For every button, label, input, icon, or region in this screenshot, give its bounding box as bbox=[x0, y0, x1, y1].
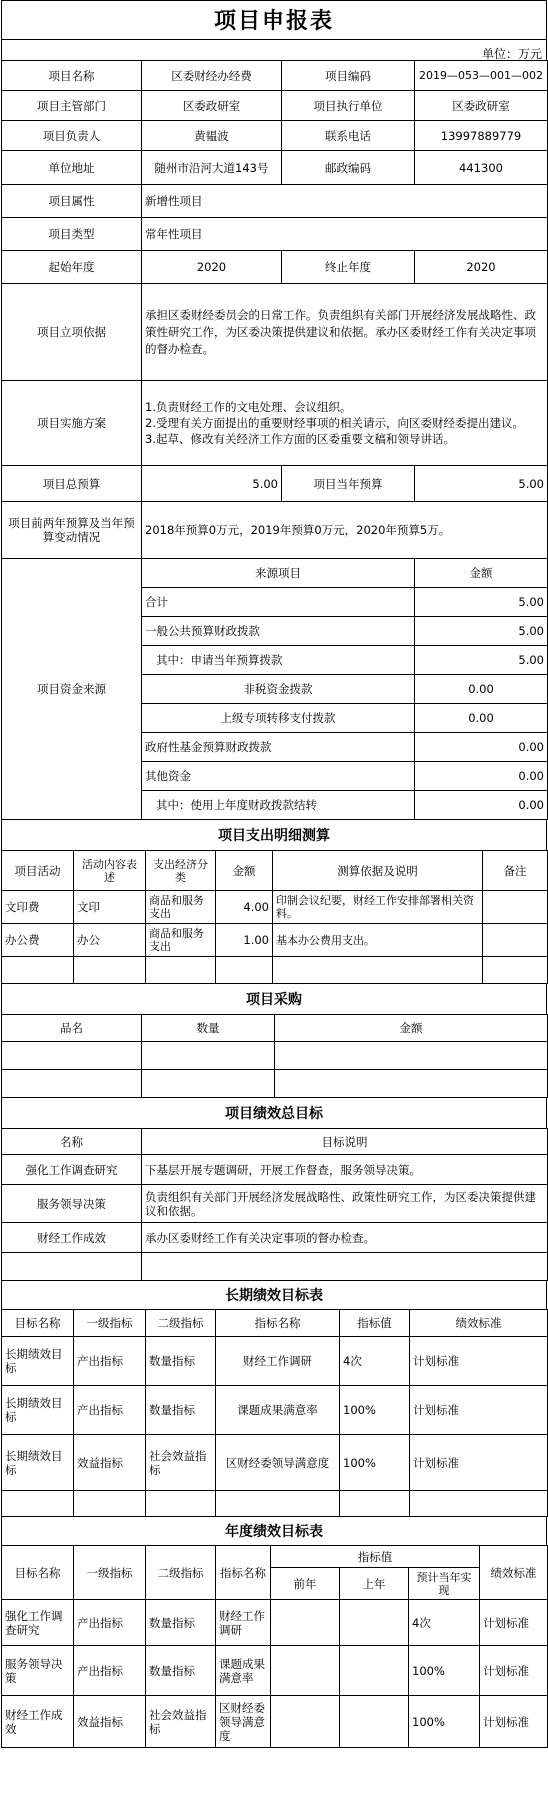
funding-amount: 0.00 bbox=[415, 762, 548, 791]
expense-note bbox=[483, 891, 548, 924]
procurement-header: 金额 bbox=[275, 1015, 548, 1042]
expense-table bbox=[1, 850, 548, 984]
expense-activity: 文印费 bbox=[2, 891, 74, 924]
expense-amount: 4.00 bbox=[216, 891, 273, 924]
funding-source: 其他资金 bbox=[142, 762, 415, 791]
annual-subheader: 前年 bbox=[271, 1568, 340, 1600]
table-row bbox=[2, 1042, 548, 1070]
expense-header: 活动内容表述 bbox=[74, 851, 146, 891]
annual-prev2 bbox=[271, 1646, 340, 1696]
annual-header: 指标名称 bbox=[216, 1546, 271, 1600]
annual-goal: 强化工作调查研究 bbox=[2, 1600, 74, 1646]
longterm-l1: 产出指标 bbox=[74, 1386, 146, 1435]
annual-subheader: 上年 bbox=[340, 1568, 409, 1600]
funding-source: 其中：申请当年预算拨款 bbox=[142, 646, 415, 675]
goal-desc: 承办区委财经工作有关决定事项的督办检查。 bbox=[142, 1223, 548, 1253]
annual-name: 区财经委领导满意度 bbox=[216, 1696, 271, 1748]
expense-basis: 基本办公费用支出。 bbox=[273, 924, 483, 957]
attr-value: 新增性项目 bbox=[142, 185, 548, 218]
longterm-std: 计划标准 bbox=[410, 1386, 548, 1435]
table-row bbox=[2, 1646, 548, 1696]
funding-amount: 5.00 bbox=[415, 646, 548, 675]
annual-std: 计划标准 bbox=[480, 1600, 548, 1646]
expense-content: 文印 bbox=[74, 891, 146, 924]
expense-category: 商品和服务支出 bbox=[146, 924, 216, 957]
annual-header: 一级指标 bbox=[74, 1546, 146, 1600]
annual-prev2 bbox=[271, 1696, 340, 1748]
plan-line: 1.负责财经工作的文电处理、会议组织。 bbox=[145, 400, 352, 414]
longterm-l2: 社会效益指标 bbox=[146, 1435, 216, 1491]
annual-table bbox=[1, 1545, 548, 1748]
longterm-l1: 效益指标 bbox=[74, 1435, 146, 1491]
addr-value: 随州市沿河大道143号 bbox=[142, 151, 282, 185]
table-row bbox=[2, 1600, 548, 1646]
expense-header: 金额 bbox=[216, 851, 273, 891]
basis-label: 项目立项依据 bbox=[2, 284, 142, 381]
expense-category: 商品和服务支出 bbox=[146, 891, 216, 924]
longterm-goal: 长期绩效目标 bbox=[2, 1435, 74, 1491]
annual-header: 绩效标准 bbox=[480, 1546, 548, 1600]
exec-value: 区委政研室 bbox=[415, 91, 548, 121]
change-value: 2018年预算0万元，2019年预算0万元，2020年预算5万。 bbox=[142, 502, 548, 559]
longterm-std: 计划标准 bbox=[410, 1435, 548, 1491]
expense-note bbox=[483, 924, 548, 957]
project-code: 2019—053—001—002 bbox=[415, 61, 548, 91]
project-form bbox=[1, 0, 547, 1748]
annual-subheader: 预计当年实现 bbox=[409, 1568, 480, 1600]
longterm-goal: 长期绩效目标 bbox=[2, 1337, 74, 1386]
plan-line: 3.起草、修改有关经济工作方面的区委重要文稿和领导讲话。 bbox=[145, 432, 455, 446]
zip-label: 邮政编码 bbox=[282, 151, 415, 185]
end-label: 终止年度 bbox=[282, 251, 415, 284]
expense-activity: 办公费 bbox=[2, 924, 74, 957]
annual-prev bbox=[340, 1646, 409, 1696]
funding-source: 政府性基金预算财政拨款 bbox=[142, 733, 415, 762]
annual-header: 目标名称 bbox=[2, 1546, 74, 1600]
annual-prev bbox=[340, 1696, 409, 1748]
longterm-header: 目标名称 bbox=[2, 1310, 74, 1337]
funding-label: 项目资金来源 bbox=[2, 559, 142, 820]
longterm-table bbox=[1, 1309, 548, 1517]
table-row bbox=[2, 924, 548, 957]
dept-label: 项目主管部门 bbox=[2, 91, 142, 121]
goals-header: 名称 bbox=[2, 1129, 142, 1155]
plan-value bbox=[142, 381, 548, 466]
expense-amount: 1.00 bbox=[216, 924, 273, 957]
goal-name: 服务领导决策 bbox=[2, 1185, 142, 1223]
funding-source: 上级专项转移支付拨款 bbox=[142, 704, 415, 733]
longterm-name: 财经工作调研 bbox=[216, 1337, 340, 1386]
annual-l1: 效益指标 bbox=[74, 1696, 146, 1748]
unit-label: 单位：万元 bbox=[1, 39, 547, 60]
longterm-header: 指标名称 bbox=[216, 1310, 340, 1337]
longterm-value: 4次 bbox=[340, 1337, 410, 1386]
annual-l2: 社会效益指标 bbox=[146, 1696, 216, 1748]
table-row bbox=[2, 1185, 548, 1223]
annual-prev bbox=[340, 1600, 409, 1646]
annual-goal: 财经工作成效 bbox=[2, 1696, 74, 1748]
funding-source: 一般公共预算财政拨款 bbox=[142, 617, 415, 646]
table-row bbox=[2, 1070, 548, 1098]
longterm-l2: 数量指标 bbox=[146, 1386, 216, 1435]
code-label: 项目编码 bbox=[282, 61, 415, 91]
goal-desc: 下基层开展专题调研，开展工作督查，服务领导决策。 bbox=[142, 1155, 548, 1185]
year-label: 项目当年预算 bbox=[282, 466, 415, 502]
funding-amount: 5.00 bbox=[415, 617, 548, 646]
type-label: 项目类型 bbox=[2, 218, 142, 251]
plan-label: 项目实施方案 bbox=[2, 381, 142, 466]
longterm-value: 100% bbox=[340, 1435, 410, 1491]
procurement-title: 项目采购 bbox=[1, 983, 547, 1014]
longterm-l1: 产出指标 bbox=[74, 1337, 146, 1386]
addr-label: 单位地址 bbox=[2, 151, 142, 185]
annual-name: 财经工作调研 bbox=[216, 1600, 271, 1646]
annual-l2: 数量指标 bbox=[146, 1600, 216, 1646]
annual-header: 二级指标 bbox=[146, 1546, 216, 1600]
zip-value: 441300 bbox=[415, 151, 548, 185]
project-name: 区委财经办经费 bbox=[142, 61, 282, 91]
annual-prev2 bbox=[271, 1600, 340, 1646]
funding-amount: 0.00 bbox=[415, 791, 548, 820]
longterm-l2: 数量指标 bbox=[146, 1337, 216, 1386]
table-row bbox=[2, 1491, 548, 1517]
annual-header: 指标值 bbox=[271, 1546, 480, 1568]
funding-head-source: 来源项目 bbox=[142, 559, 415, 588]
funding-head-amount: 金额 bbox=[415, 559, 548, 588]
goal-name: 强化工作调查研究 bbox=[2, 1155, 142, 1185]
funding-amount: 0.00 bbox=[415, 733, 548, 762]
longterm-header: 绩效标准 bbox=[410, 1310, 548, 1337]
table-row bbox=[2, 1435, 548, 1491]
funding-source: 非税资金拨款 bbox=[142, 675, 415, 704]
basic-info-table bbox=[1, 60, 548, 559]
end-value: 2020 bbox=[415, 251, 548, 284]
annual-cur: 100% bbox=[409, 1646, 480, 1696]
funding-amount: 5.00 bbox=[415, 588, 548, 617]
expense-header: 备注 bbox=[483, 851, 548, 891]
annual-l2: 数量指标 bbox=[146, 1646, 216, 1696]
phone-value: 13997889779 bbox=[415, 121, 548, 151]
exec-label: 项目执行单位 bbox=[282, 91, 415, 121]
dept-value: 区委政研室 bbox=[142, 91, 282, 121]
name-label: 项目名称 bbox=[2, 61, 142, 91]
longterm-std: 计划标准 bbox=[410, 1337, 548, 1386]
table-row bbox=[2, 1337, 548, 1386]
annual-cur: 4次 bbox=[409, 1600, 480, 1646]
total-label: 项目总预算 bbox=[2, 466, 142, 502]
funding-table bbox=[1, 558, 548, 820]
longterm-value: 100% bbox=[340, 1386, 410, 1435]
expense-header: 测算依据及说明 bbox=[273, 851, 483, 891]
funding-amount: 0.00 bbox=[415, 704, 548, 733]
table-row bbox=[2, 1223, 548, 1253]
basis-value: 承担区委财经委员会的日常工作。负责组织有关部门开展经济发展战略性、政策性研究工作，为区委决策提供建议和依据。承办区委财经工作有关决定事项的督办检查。 bbox=[142, 284, 548, 381]
longterm-name: 区财经委领导满意度 bbox=[216, 1435, 340, 1491]
expense-header: 项目活动 bbox=[2, 851, 74, 891]
annual-l1: 产出指标 bbox=[74, 1600, 146, 1646]
goal-name: 财经工作成效 bbox=[2, 1223, 142, 1253]
total-value: 5.00 bbox=[142, 466, 282, 502]
expense-title: 项目支出明细测算 bbox=[1, 819, 547, 850]
expense-basis: 印制会议纪要，财经工作安排部署相关资料。 bbox=[273, 891, 483, 924]
table-row bbox=[2, 891, 548, 924]
longterm-goal: 长期绩效目标 bbox=[2, 1386, 74, 1435]
longterm-header: 一级指标 bbox=[74, 1310, 146, 1337]
start-label: 起始年度 bbox=[2, 251, 142, 284]
leader-label: 项目负责人 bbox=[2, 121, 142, 151]
annual-goal: 服务领导决策 bbox=[2, 1646, 74, 1696]
table-row bbox=[2, 1386, 548, 1435]
goals-table bbox=[1, 1128, 548, 1281]
form-title: 项目申报表 bbox=[1, 0, 547, 39]
plan-line: 2.受理有关方面提出的重要财经事项的相关请示，向区委财经委提出建议。 bbox=[145, 416, 524, 430]
longterm-header: 指标值 bbox=[340, 1310, 410, 1337]
attr-label: 项目属性 bbox=[2, 185, 142, 218]
goals-header: 目标说明 bbox=[142, 1129, 548, 1155]
table-row bbox=[2, 1253, 548, 1281]
goal-desc: 负责组织有关部门开展经济发展战略性、政策性研究工作，为区委决策提供建议和依据。 bbox=[142, 1185, 548, 1223]
funding-amount: 0.00 bbox=[415, 675, 548, 704]
funding-source: 其中：使用上年度财政拨款结转 bbox=[142, 791, 415, 820]
procurement-header: 品名 bbox=[2, 1015, 142, 1042]
table-row bbox=[2, 1696, 548, 1748]
longterm-header: 二级指标 bbox=[146, 1310, 216, 1337]
phone-label: 联系电话 bbox=[282, 121, 415, 151]
goals-title: 项目绩效总目标 bbox=[1, 1097, 547, 1128]
procurement-header: 数量 bbox=[142, 1015, 275, 1042]
type-value: 常年性项目 bbox=[142, 218, 548, 251]
start-value: 2020 bbox=[142, 251, 282, 284]
annual-name: 课题成果满意率 bbox=[216, 1646, 271, 1696]
annual-cur: 100% bbox=[409, 1696, 480, 1748]
year-value: 5.00 bbox=[415, 466, 548, 502]
table-row bbox=[2, 1155, 548, 1185]
procurement-table bbox=[1, 1014, 548, 1098]
change-label: 项目前两年预算及当年预算变动情况 bbox=[2, 502, 142, 559]
leader-value: 黄韫波 bbox=[142, 121, 282, 151]
funding-source: 合计 bbox=[142, 588, 415, 617]
annual-l1: 产出指标 bbox=[74, 1646, 146, 1696]
expense-header: 支出经济分类 bbox=[146, 851, 216, 891]
annual-title: 年度绩效目标表 bbox=[1, 1516, 547, 1545]
longterm-name: 课题成果满意率 bbox=[216, 1386, 340, 1435]
table-row bbox=[2, 957, 548, 984]
expense-content: 办公 bbox=[74, 924, 146, 957]
longterm-title: 长期绩效目标表 bbox=[1, 1280, 547, 1309]
annual-std: 计划标准 bbox=[480, 1646, 548, 1696]
annual-std: 计划标准 bbox=[480, 1696, 548, 1748]
